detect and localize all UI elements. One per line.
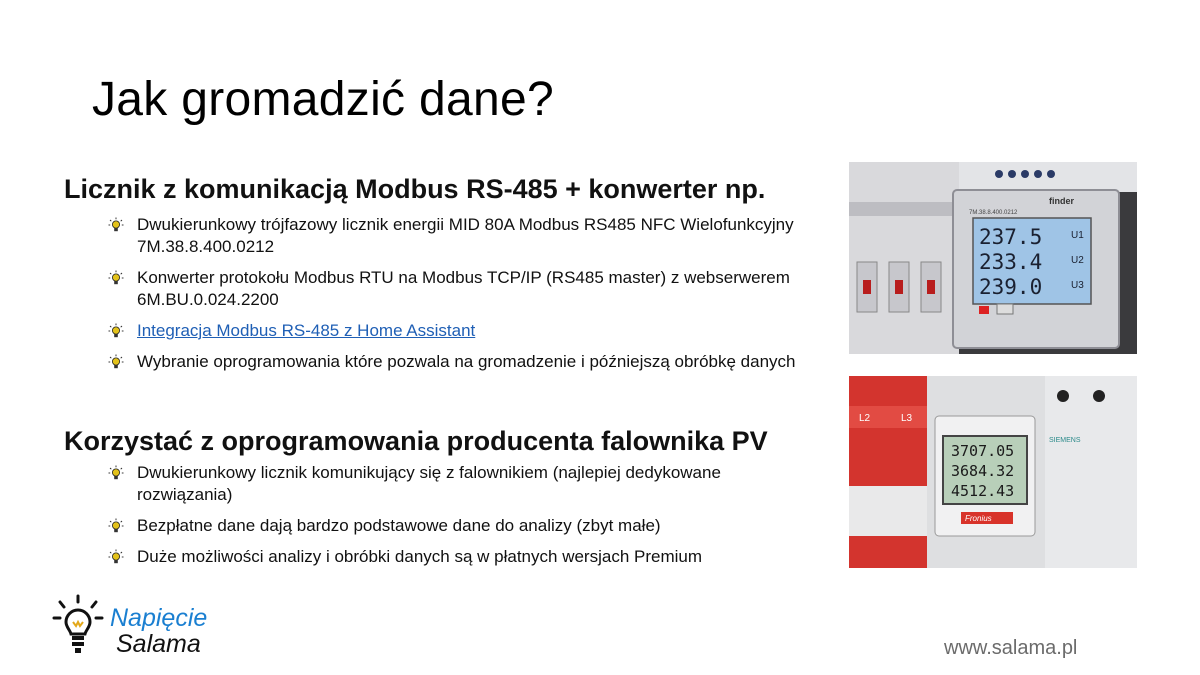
l3-label: L3 [901, 413, 913, 424]
bullet-text: Bezpłatne dane dają bardzo podstawowe dane do analizy (zbyt małe) [137, 516, 661, 535]
footer-url: www.salama.pl [944, 637, 1078, 659]
fronius-reading-2: 3684.32 [951, 462, 1015, 480]
home-assistant-integration-link[interactable]: Integracja Modbus RS-485 z Home Assistant [137, 321, 476, 340]
siemens-label: SIEMENS [1049, 437, 1081, 444]
reading-u1-label: U1 [1071, 230, 1084, 241]
slide-title: Jak gromadzić dane? [92, 73, 554, 126]
section2-heading: Korzystać z oprogramowania producenta falownika PV [64, 426, 768, 456]
logo-line2: Salama [116, 630, 201, 658]
section1-bullet-list [108, 214, 808, 382]
reading-u3-value: 239.0 [979, 275, 1043, 299]
lightbulb-icon [108, 354, 124, 370]
bullet-text: Wybranie oprogramowania które pozwala na gromadzenie i późniejszą obróbkę danych [137, 352, 796, 371]
finder-brand-label: finder [1049, 196, 1075, 206]
bullet-item [108, 320, 808, 342]
fronius-reading-1: 3707.05 [951, 442, 1015, 460]
lightbulb-icon [108, 549, 124, 565]
lightbulb-icon [108, 518, 124, 534]
bullet-item [108, 267, 808, 311]
finder-model-label: 7M.38.8.400.0212 [969, 210, 1018, 216]
bullet-text: Dwukierunkowy licznik komunikujący się z falownikiem (najlepiej dedykowane rozwiązania) [137, 463, 721, 504]
fronius-brand-label: Fronius [965, 514, 992, 523]
bullet-item [108, 214, 808, 258]
napiecie-salama-logo [52, 594, 232, 664]
bullet-item [108, 546, 808, 568]
section2-bullet-list [108, 462, 808, 577]
reading-u1-value: 237.5 [979, 225, 1043, 249]
reading-u2-label: U2 [1071, 255, 1084, 266]
reading-u3-label: U3 [1071, 280, 1084, 291]
section1-heading: Licznik z komunikacją Modbus RS-485 + konwerter np. [64, 174, 766, 204]
l2-label: L2 [859, 413, 871, 424]
bullet-item [108, 515, 808, 537]
lightbulb-icon [108, 270, 124, 286]
finder-meter-photo [849, 162, 1137, 354]
bullet-text: Duże możliwości analizy i obróbki danych są w płatnych wersjach Premium [137, 547, 703, 566]
fronius-meter-photo [849, 376, 1137, 568]
bullet-text: Konwerter protokołu Modbus RTU na Modbus TCP/IP (RS485 master) z webserwerem 6M.BU.0.024.2200 [137, 268, 790, 309]
fronius-reading-3: 4512.43 [951, 482, 1015, 500]
logo-line1: Napięcie [110, 604, 208, 632]
lightbulb-icon [108, 465, 124, 481]
bullet-item [108, 351, 808, 373]
reading-u2-value: 233.4 [979, 250, 1043, 274]
bullet-item [108, 462, 808, 506]
lightbulb-icon [108, 323, 124, 339]
bullet-text: Dwukierunkowy trójfazowy licznik energii MID 80A Modbus RS485 NFC Wielofunkcyjny 7M.38.8.400.0212 [137, 215, 794, 256]
lightbulb-icon [108, 217, 124, 233]
